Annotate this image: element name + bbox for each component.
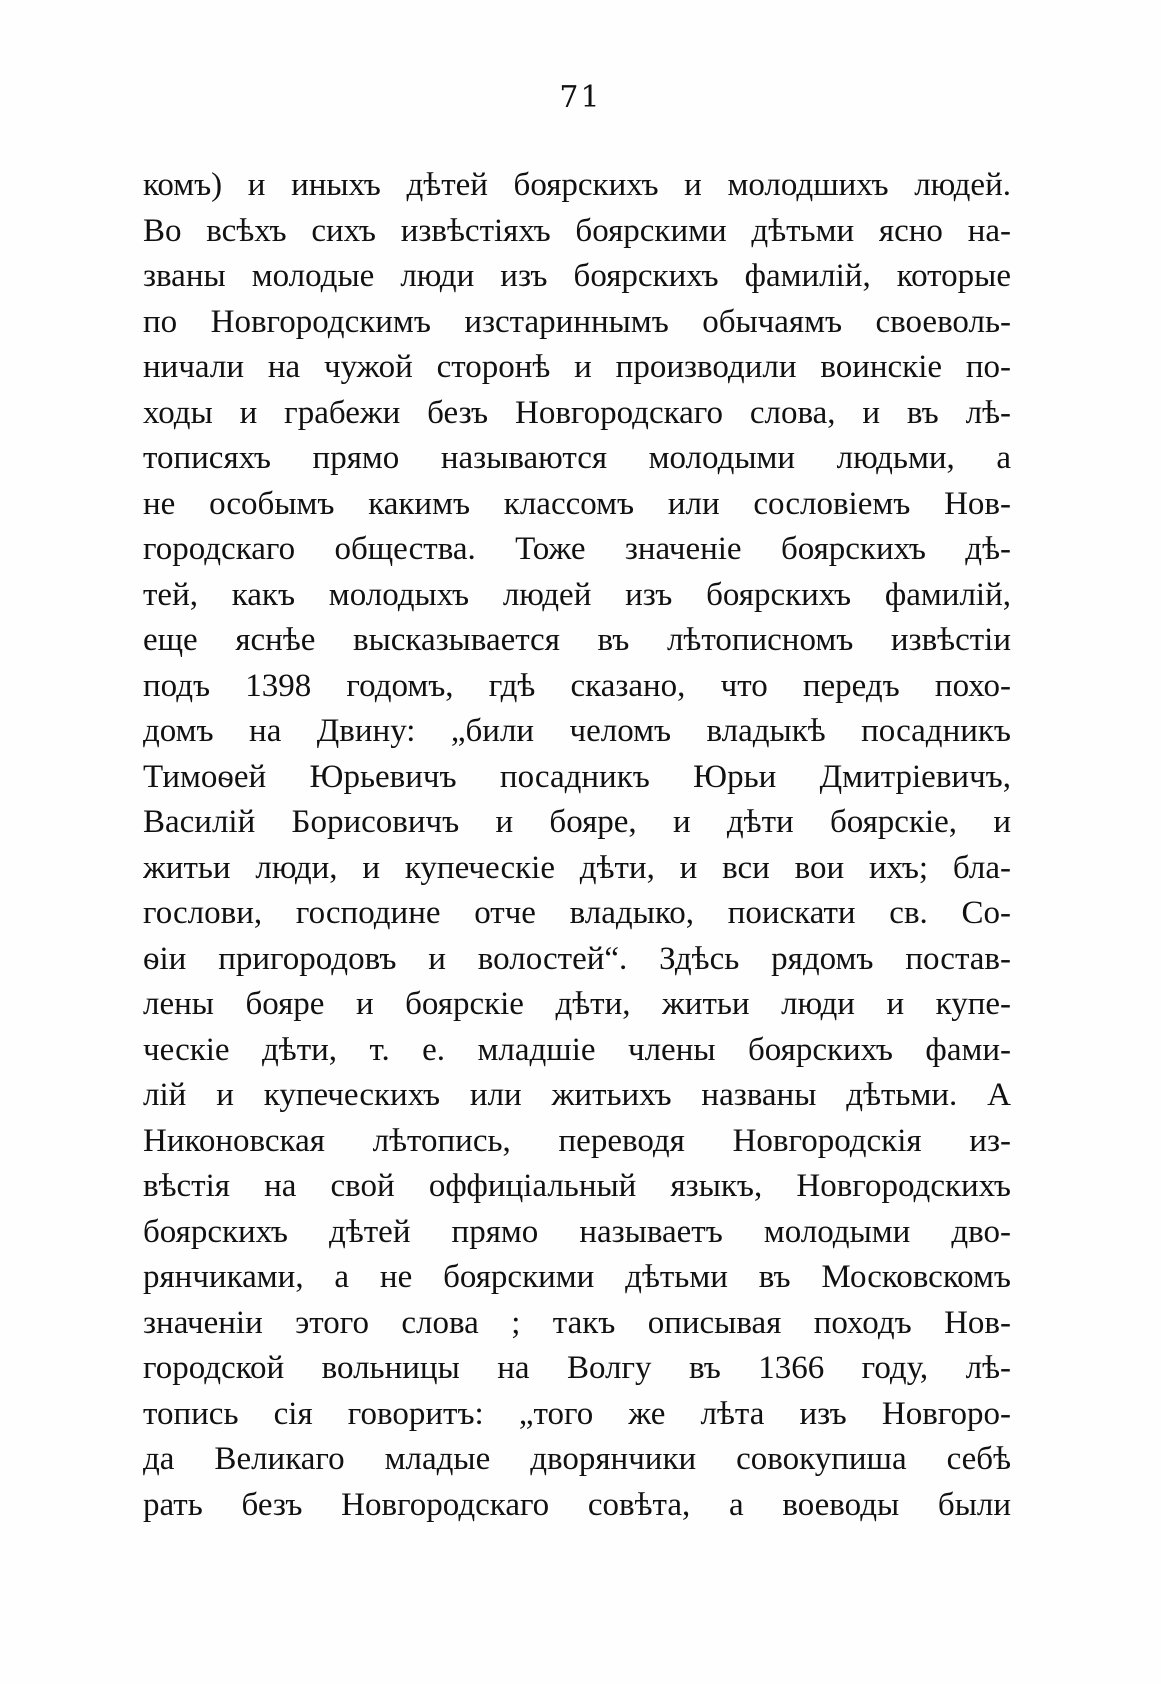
text-line: вѣстія на свой оффиціальный языкъ, Новгородскихъ bbox=[143, 1168, 1011, 1204]
text-line: тописяхъ прямо называются молодыми людьми, а bbox=[143, 440, 1011, 476]
text-line: Василій Борисовичъ и бояре, и дѣти боярскіе, и bbox=[143, 804, 1011, 840]
text-line: лій и купеческихъ или житьихъ названы дѣтьми. А bbox=[143, 1077, 1011, 1113]
text-line: Тимоѳей Юрьевичъ посадникъ Юрьи Дмитріевичъ, bbox=[143, 758, 1011, 795]
text-line: гослови, господине отче владыко, поискати св. Со- bbox=[143, 895, 1011, 931]
text-line: званы молодые люди изъ боярскихъ фамилій, которые bbox=[143, 258, 1011, 294]
text-line: по Новгородскимъ изстариннымъ обычаямъ своеволь- bbox=[143, 303, 1011, 340]
text-line: ѳіи пригородовъ и волостей“. Здѣсь рядомъ постав- bbox=[143, 940, 1011, 977]
text-line: значеніи этого слова ; такъ описывая походъ Нов- bbox=[143, 1304, 1011, 1341]
body-text bbox=[143, 163, 1011, 1528]
text-line: рянчиками, а не боярскими дѣтьми въ Московскомъ bbox=[143, 1259, 1011, 1295]
page-number: 71 bbox=[559, 80, 602, 115]
text-line: еще яснѣе высказывается въ лѣтописномъ извѣстіи bbox=[143, 622, 1011, 658]
text-line: да Великаго младые дворянчики совокупиша себѣ bbox=[143, 1441, 1011, 1477]
text-line: Никоновская лѣтопись, переводя Новгородскія из- bbox=[143, 1122, 1011, 1159]
text-line: подъ 1398 годомъ, гдѣ сказано, что передъ похо- bbox=[143, 667, 1011, 704]
text-line: лены бояре и боярскіе дѣти, житьи люди и купе- bbox=[143, 986, 1011, 1022]
text-line: топись сія говоритъ: „того же лѣта изъ Новгоро- bbox=[143, 1395, 1011, 1432]
text-line: ческіе дѣти, т. е. младшіе члены боярскихъ фами- bbox=[143, 1031, 1011, 1068]
text-line: рать безъ Новгородскаго совѣта, а воеводы были bbox=[143, 1486, 1011, 1523]
text-line: ходы и грабежи безъ Новгородскаго слова, и въ лѣ- bbox=[143, 394, 1011, 431]
text-line: не особымъ какимъ классомъ или сословіемъ Нов- bbox=[143, 485, 1011, 522]
text-line: боярскихъ дѣтей прямо называетъ молодыми дво- bbox=[143, 1213, 1011, 1250]
text-line: ничали на чужой сторонѣ и производили воинскіе по- bbox=[143, 349, 1011, 385]
text-line: домъ на Двину: „били челомъ владыкѣ посадникъ bbox=[143, 713, 1011, 749]
text-line: комъ) и иныхъ дѣтей боярскихъ и молодшихъ людей. bbox=[143, 167, 1011, 203]
text-line: городскаго общества. Тоже значеніе боярскихъ дѣ- bbox=[143, 531, 1011, 567]
text-line: тей, какъ молодыхъ людей изъ боярскихъ фамилій, bbox=[143, 576, 1011, 613]
text-line: Во всѣхъ сихъ извѣстіяхъ боярскими дѣтьми ясно на- bbox=[143, 212, 1011, 249]
text-line: житьи люди, и купеческіе дѣти, и вси вои ихъ; бла- bbox=[143, 849, 1011, 886]
text-line: городской вольницы на Волгу въ 1366 году, лѣ- bbox=[143, 1350, 1011, 1386]
